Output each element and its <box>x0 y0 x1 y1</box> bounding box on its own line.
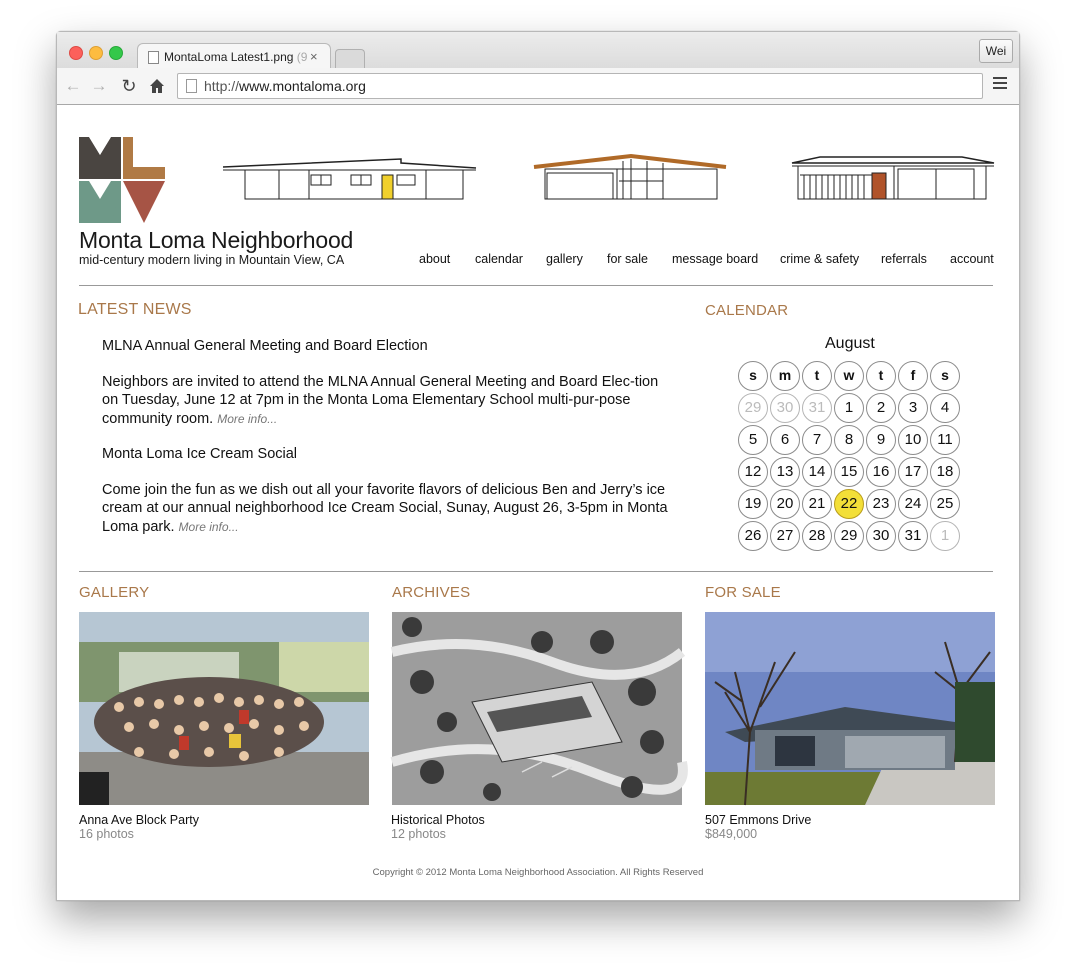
browser-window <box>56 31 1020 901</box>
gallery-meta: 16 photos <box>79 827 134 841</box>
calendar-day[interactable]: 25 <box>930 489 960 519</box>
house-illustration-2 <box>533 153 727 201</box>
calendar-day[interactable]: 29 <box>738 393 768 423</box>
calendar-day[interactable]: 29 <box>834 521 864 551</box>
calendar-day[interactable]: 27 <box>770 521 800 551</box>
gallery-heading: GALLERY <box>79 584 150 601</box>
new-tab-button[interactable] <box>335 49 365 68</box>
header-divider <box>79 285 993 286</box>
calendar-day[interactable]: 5 <box>738 425 768 455</box>
calendar-day[interactable]: 26 <box>738 521 768 551</box>
home-icon[interactable] <box>147 76 167 99</box>
calendar-day[interactable]: 31 <box>802 393 832 423</box>
gallery-title[interactable]: Anna Ave Block Party <box>79 813 199 827</box>
calendar-day[interactable]: 28 <box>802 521 832 551</box>
footer-copyright: Copyright © 2012 Monta Loma Neighborhood Association. All Rights Reserved <box>372 867 704 878</box>
calendar-day[interactable]: 6 <box>770 425 800 455</box>
calendar-day[interactable]: 23 <box>866 489 896 519</box>
site-logo[interactable] <box>79 137 165 223</box>
calendar-day[interactable]: 4 <box>930 393 960 423</box>
more-info-link[interactable]: More info... <box>178 519 239 534</box>
calendar-month: August <box>825 335 875 352</box>
reload-icon[interactable]: ↻ <box>121 76 137 96</box>
gallery-photo[interactable] <box>79 612 369 805</box>
calendar-weekday: t <box>802 361 832 391</box>
tab-close-icon[interactable]: × <box>310 49 318 64</box>
calendar-day[interactable]: 19 <box>738 489 768 519</box>
nav-account[interactable]: account <box>950 252 994 266</box>
title-bar <box>57 32 1019 68</box>
tab-title: MontaLoma Latest1.png (9 <box>164 50 308 64</box>
menu-icon[interactable] <box>993 77 1007 92</box>
zoom-window-button[interactable] <box>109 46 123 60</box>
news-item-title[interactable]: MLNA Annual General Meeting and Board Election <box>102 338 428 354</box>
nav-message-board[interactable]: message board <box>672 252 759 266</box>
house-illustration-3 <box>790 155 996 201</box>
nav-gallery[interactable]: gallery <box>546 252 583 266</box>
close-window-button[interactable] <box>69 46 83 60</box>
content-divider <box>79 571 993 572</box>
nav-about[interactable]: about <box>419 252 451 266</box>
calendar-day[interactable]: 9 <box>866 425 896 455</box>
calendar-day[interactable]: 31 <box>898 521 928 551</box>
calendar-day[interactable]: 24 <box>898 489 928 519</box>
calendar-heading: CALENDAR <box>705 302 789 319</box>
news-item-title[interactable]: Monta Loma Ice Cream Social <box>102 446 298 462</box>
calendar-day[interactable]: 2 <box>866 393 896 423</box>
archives-meta: 12 photos <box>391 827 446 841</box>
nav-calendar[interactable]: calendar <box>475 252 523 266</box>
for-sale-heading: FOR SALE <box>705 584 781 601</box>
calendar-day[interactable]: 1 <box>834 393 864 423</box>
minimize-window-button[interactable] <box>89 46 103 60</box>
browser-tab[interactable] <box>137 43 331 70</box>
calendar-day[interactable]: 15 <box>834 457 864 487</box>
calendar-day[interactable]: 3 <box>898 393 928 423</box>
calendar-day[interactable]: 1 <box>930 521 960 551</box>
calendar-day[interactable]: 30 <box>866 521 896 551</box>
calendar-day[interactable]: 12 <box>738 457 768 487</box>
more-info-link[interactable]: More info... <box>217 411 278 426</box>
calendar-weekday: s <box>930 361 960 391</box>
calendar-day[interactable]: 17 <box>898 457 928 487</box>
file-icon <box>148 51 159 64</box>
calendar-day[interactable]: 16 <box>866 457 896 487</box>
calendar-day[interactable]: 30 <box>770 393 800 423</box>
for-sale-price: $849,000 <box>705 827 758 841</box>
calendar-day[interactable]: 10 <box>898 425 928 455</box>
calendar-day[interactable]: 14 <box>802 457 832 487</box>
calendar-day[interactable]: 7 <box>802 425 832 455</box>
url-text[interactable]: http://www.montaloma.org <box>204 78 366 94</box>
news-list <box>102 337 672 553</box>
news-item-body: Neighbors are invited to attend the MLNA Annual General Meeting and Board Elec-tion on Tuesday, June 12 at 7pm in the Monta Loma Elementary School multi-pur-pose community room. More info... <box>102 373 659 427</box>
web-page <box>57 105 1019 900</box>
site-title[interactable]: Monta Loma Neighborhood <box>79 227 354 253</box>
for-sale-title[interactable]: 507 Emmons Drive <box>705 813 812 827</box>
for-sale-photo[interactable] <box>705 612 995 805</box>
archives-photo[interactable] <box>392 612 682 805</box>
calendar-weekday: m <box>770 361 800 391</box>
latest-news-heading: LATEST NEWS <box>78 301 192 318</box>
house-illustration-1 <box>221 155 477 201</box>
calendar-weekday: f <box>898 361 928 391</box>
calendar-day-today[interactable]: 22 <box>834 489 864 519</box>
archives-title[interactable]: Historical Photos <box>391 813 485 827</box>
calendar-day[interactable]: 21 <box>802 489 832 519</box>
page-icon <box>186 79 197 93</box>
news-item-body: Come join the fun as we dish out all your favorite flavors of delicious Ben and Jerry’s ice cream at our annual neighborhood Ice Cream Social, Sunay, August 26, 3-5pm in Monta Loma park. More info... <box>102 481 668 535</box>
nav-crime-safety[interactable]: crime & safety <box>780 252 860 266</box>
nav-for-sale[interactable]: for sale <box>607 252 648 266</box>
calendar-day[interactable]: 11 <box>930 425 960 455</box>
address-bar[interactable] <box>177 73 983 99</box>
browser-toolbar <box>57 68 1019 105</box>
archives-heading: ARCHIVES <box>392 584 471 601</box>
calendar-weekday: s <box>738 361 768 391</box>
user-profile-button[interactable]: Wei <box>979 39 1013 63</box>
forward-arrow-icon[interactable]: → <box>90 76 108 95</box>
nav-referrals[interactable]: referrals <box>881 252 927 266</box>
calendar-day[interactable]: 8 <box>834 425 864 455</box>
calendar-day[interactable]: 18 <box>930 457 960 487</box>
calendar-weekday: t <box>866 361 896 391</box>
calendar-weekday: w <box>834 361 864 391</box>
calendar-day[interactable]: 20 <box>770 489 800 519</box>
site-subtitle: mid-century modern living in Mountain View, CA <box>79 253 345 267</box>
back-arrow-icon[interactable]: ← <box>64 76 82 95</box>
calendar-day[interactable]: 13 <box>770 457 800 487</box>
